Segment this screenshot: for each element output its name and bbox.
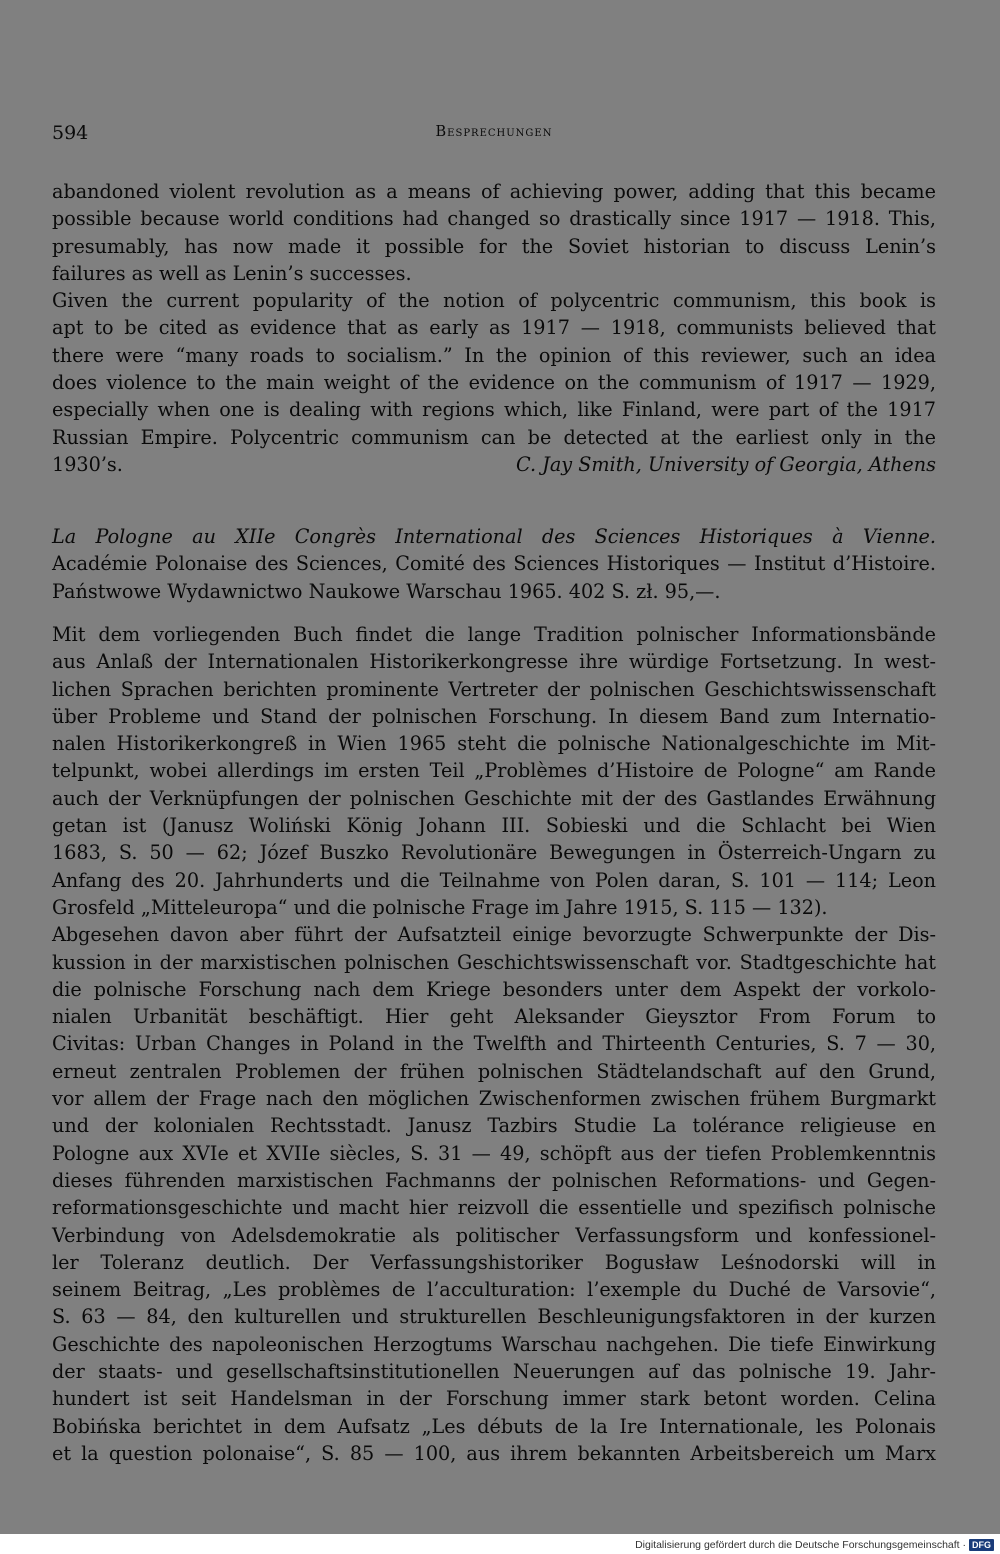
text-line: seinem Beitrag, „Les problèmes de l’acculturation: l’exemple du Duché de Varsovie“, (52, 1278, 936, 1302)
text-line: Verbindung von Adelsdemokratie als politischer Verfassungsform und konfessionel- (52, 1223, 936, 1247)
text-line: und der kolonialen Rechtsstadt. Janusz Tazbirs Studie La tolérance religieuse en (52, 1114, 936, 1138)
running-title: Besprechungen (435, 124, 553, 140)
text-line: dieses führenden marxistischen Fachmanns der polnischen Reformations- und Gegen- (52, 1168, 936, 1192)
digitization-credit (635, 1538, 994, 1552)
running-header (52, 122, 936, 150)
closing-line (52, 451, 936, 478)
text-line: failures as well as Lenin’s successes. (52, 261, 412, 285)
text-line: Bobińska berichtet in dem Aufsatz „Les débuts de la Ire Internationale, les Polonais (52, 1414, 936, 1438)
text-line: abandoned violent revolution as a means of achieving power, adding that this became (52, 180, 936, 203)
text-line: telpunkt, wobei allerdings im ersten Teil „Problèmes d’Histoire de Pologne“ am Rande (52, 759, 936, 783)
reviewer-signature: C. Jay Smith, University of Georgia, Athens (515, 452, 936, 476)
credit-text: Digitalisierung gefördert durch die Deutsche Forschungsgemeinschaft · (635, 1539, 966, 1551)
dfg-logo: DFG (969, 1539, 994, 1551)
text-line: possible because world conditions had changed so drastically since 1917 — 1918. This, (52, 207, 936, 231)
citation-line: Académie Polonaise des Sciences, Comité des Sciences Historiques — Institut d’Histoire. (52, 552, 936, 576)
text-line: 1683, S. 50 — 62; Józef Buszko Revolutionäre Bewegungen in Österreich-Ungarn zu (52, 841, 936, 865)
book-title (52, 523, 936, 550)
closing-text: 1930’s. (52, 452, 123, 476)
text-line: erneut zentralen Problemen der frühen polnischen Städtelandschaft auf den Grund, (52, 1059, 936, 1083)
review-1-text (52, 178, 936, 478)
text-line: lichen Sprachen berichten prominente Vertreter der polnischen Geschichtswissenschaft (52, 677, 936, 701)
text-line: Pologne aux XVIe et XVIIe siècles, S. 31 — 49, schöpft aus der tiefen Problemkenntnis (52, 1141, 936, 1165)
text-line: Grosfeld „Mitteleuropa“ und die polnische Frage im Jahre 1915, S. 115 — 132). (52, 895, 828, 919)
text-line: ler Toleranz deutlich. Der Verfassungshistoriker Bogusław Leśnodorski will in (52, 1250, 936, 1274)
text-line: die polnische Forschung nach dem Kriege besonders unter dem Aspekt der vorkolo- (52, 977, 936, 1001)
citation-line: Państwowe Wydawnictwo Naukowe Warschau 1965. 402 S. zł. 95,—. (52, 579, 721, 603)
text-line: vor allem der Frage nach den möglichen Zwischenformen zwischen frühem Burgmarkt (52, 1087, 936, 1111)
text-line: presumably, has now made it possible for the Soviet historian to discuss Lenin’s (52, 234, 936, 258)
text-line: Mit dem vorliegenden Buch findet die lange Tradition polnischer Informationsbände (52, 623, 936, 646)
text-line: kussion in der marxistischen polnischen Geschichtswissenschaft vor. Stadtgeschichte hat (52, 950, 936, 974)
page-number: 594 (52, 122, 89, 144)
text-line: auch der Verknüpfungen der polnischen Geschichte mit der des Gastlandes Erwähnung (52, 786, 936, 810)
text-line: does violence to the main weight of the evidence on the communism of 1917 — 1929, (52, 371, 936, 395)
text-line: apt to be cited as evidence that as early as 1917 — 1918, communists believed that (52, 316, 936, 340)
text-line: getan ist (Janusz Woliński König Johann III. Sobieski und die Schlacht bei Wien (52, 814, 936, 838)
text-line: Russian Empire. Polycentric communism can be detected at the earliest only in the (52, 425, 936, 449)
text-line: der staats- und gesellschaftsinstitutionellen Neuerungen auf das polnische 19. Jahr- (52, 1360, 936, 1384)
text-line: aus Anlaß der Internationalen Historikerkongresse ihre würdige Fortsetzung. In west- (52, 650, 936, 674)
text-line: Anfang des 20. Jahrhunderts und die Teilnahme von Polen daran, S. 101 — 114; Leon (52, 868, 936, 892)
text-line: hundert ist seit Handelsman in der Forschung immer stark betont worden. Celina (52, 1387, 936, 1411)
book-citation (52, 523, 936, 605)
text-line: Abgesehen davon aber führt der Aufsatzteil einige bevorzugte Schwerpunkte der Dis- (52, 923, 936, 947)
text-line: über Probleme und Stand der polnischen Forschung. In diesem Band zum Internatio- (52, 704, 936, 728)
review-2-text (52, 621, 936, 1467)
text-line: Given the current popularity of the notion of polycentric communism, this book is (52, 289, 936, 313)
book-title-text: La Pologne au XIIe Congrès International des Sciences Historiques à Vienne. (52, 525, 936, 548)
text-line: Geschichte des napoleonischen Herzogtums Warschau nachgehen. Die tiefe Einwirkung (52, 1332, 936, 1356)
text-line: et la question polonaise“, S. 85 — 100, aus ihrem bekannten Arbeitsbereich um Marx (52, 1441, 936, 1465)
text-line: Civitas: Urban Changes in Poland in the Twelfth and Thirteenth Centuries, S. 7 — 30, (52, 1032, 936, 1056)
text-line: there were “many roads to socialism.” In the opinion of this reviewer, such an idea (52, 343, 936, 367)
text-line: reformationsgeschichte und macht hier reizvoll die essentielle und spezifisch polnische (52, 1196, 936, 1220)
text-line: nalen Historikerkongreß in Wien 1965 steht die polnische Nationalgeschichte im Mit- (52, 732, 936, 756)
text-line: nialen Urbanität beschäftigt. Hier geht Aleksander Gieysztor From Forum to (52, 1005, 936, 1029)
text-line: S. 63 — 84, den kulturellen und strukturellen Beschleunigungsfaktoren in der kurzen (52, 1305, 936, 1329)
text-line: especially when one is dealing with regions which, like Finland, were part of the 1917 (52, 398, 936, 422)
